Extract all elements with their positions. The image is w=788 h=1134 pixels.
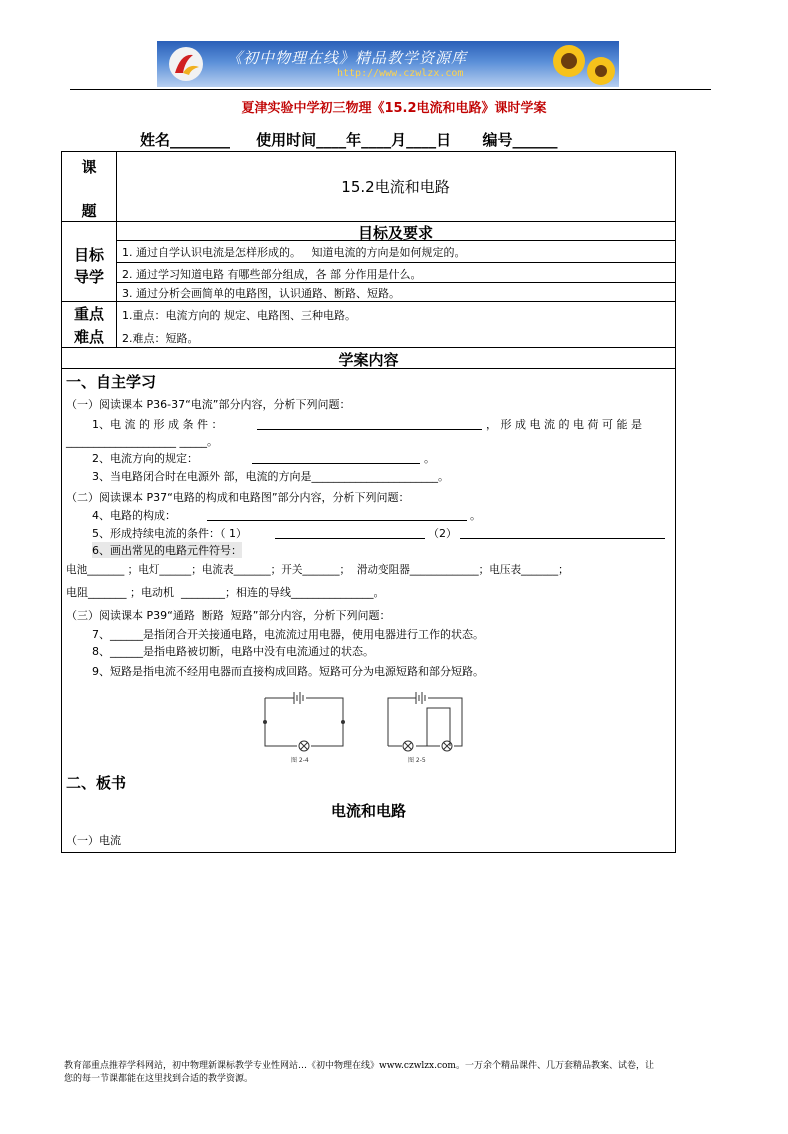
question-9: 9、短路是指电流不经用电器而直接构成回路。短路可分为电源短路和部分短路。: [92, 665, 484, 678]
symbols-row-2: 电阻_______ ；电动机 ________；相连的导线_______________。: [66, 586, 385, 599]
circuit-diagram-short: [380, 682, 470, 764]
row-divider: [116, 282, 675, 283]
document-title: 夏津实验中学初三物理《15.2电流和电路》课时学案: [241, 101, 547, 116]
key-label-1: 重点: [73, 305, 104, 323]
question-5-b: （2）: [428, 527, 457, 540]
goal-item: 2. 通过学习知道电路 有哪些部分组成，各 部 分作用是什么。: [122, 268, 422, 281]
period-mark: 。: [424, 452, 435, 465]
blackboard-title: 电流和电路: [330, 802, 406, 820]
question-1-b: ， 形 成 电 流 的 电 荷 可 能 是: [486, 418, 642, 431]
row-divider: [62, 347, 675, 348]
goals-label-1: 目标: [73, 246, 104, 264]
page-footer: [64, 1060, 724, 1086]
topic-label-2: 题: [81, 202, 97, 220]
sunflower-icon: [539, 41, 619, 87]
part1-intro: （一）阅读课本 P36-37“电流”部分内容，分析下列问题：: [66, 398, 351, 411]
answer-blank[interactable]: [275, 538, 425, 539]
row-divider: [116, 262, 675, 263]
answer-blank[interactable]: [257, 429, 482, 430]
symbols-row-1: 电池_______ ；电灯______；电流表_______；开关_______； 滑动变阻器_____________；电压表_______；: [66, 564, 569, 576]
lesson-topic: 15.2电流和电路: [341, 178, 450, 196]
banner-url[interactable]: http://www.czwlzx.com: [337, 68, 464, 79]
banner-title: 《初中物理在线》精品教学资源库: [227, 49, 468, 67]
lesson-table: [61, 151, 676, 853]
question-3: 3、当电路闭合时在电源外 部，电流的方向是_______________________。: [92, 470, 449, 483]
goal-item: 1. 通过自学认识电流是怎样形成的。 知道电流的方向是如何规定的。: [122, 246, 466, 259]
period-mark: 。: [470, 509, 481, 522]
answer-blank[interactable]: [207, 520, 467, 521]
question-6: 6、画出常见的电路元件符号：: [92, 544, 242, 557]
question-1-a: 1、电 流 的 形 成 条 件 ：: [92, 418, 223, 431]
header-banner: [157, 41, 619, 87]
content-heading: 学案内容: [338, 351, 399, 369]
key-point-item: 2.难点：短路。: [122, 332, 199, 345]
figure-caption: 图 2-4: [291, 757, 309, 764]
question-2: 2、电流方向的规定：: [92, 452, 198, 465]
question-7: 7、______是指闭合开关接通电路，电流流过用电器，使用电器进行工作的状态。: [92, 628, 484, 641]
goal-item: 3. 通过分析会画简单的电路图，认识通路、断路、短路。: [122, 287, 400, 300]
figure-caption: 图 2-5: [408, 757, 426, 764]
row-divider: [62, 301, 675, 302]
part3-intro: （三）阅读课本 P39“通路 断路 短路”部分内容，分析下列问题：: [66, 609, 391, 622]
goals-heading: 目标及要求: [357, 224, 433, 242]
blackboard-subsection: （一）电流: [66, 834, 121, 847]
question-5: 5、形成持续电流的条件：（ 1）: [92, 527, 247, 540]
footer-line-1: 教育部重点推荐学科网站，初中物理新课标教学专业性网站…《初中物理在线》www.czwlzx.com。一万余个精品课件、几万套精品教案、试卷，让: [64, 1061, 654, 1071]
topic-label-1: 课: [81, 158, 97, 176]
key-point-item: 1.重点：电流方向的 规定、电路图、三种电路。: [122, 309, 356, 322]
header-divider: [70, 89, 711, 90]
question-8: 8、______是指电路被切断，电路中没有电流通过的状态。: [92, 645, 374, 658]
part2-intro: （二）阅读课本 P37“电路的构成和电路图”部分内容，分析下列问题：: [66, 491, 410, 504]
footer-line-2: 您的每一节课都能在这里找到合适的教学资源。: [64, 1074, 254, 1084]
answer-blank[interactable]: [460, 538, 665, 539]
student-info-line[interactable]: 姓名________ 使用时间____年____月____日 编号______: [140, 131, 558, 149]
section-blackboard: 二、板书: [66, 774, 127, 792]
circuit-diagram-open: [257, 682, 347, 764]
question-1-c: ____________________ _____。: [66, 435, 218, 448]
question-4: 4、电路的构成：: [92, 509, 176, 522]
key-label-2: 难点: [73, 328, 104, 346]
answer-blank[interactable]: [252, 463, 420, 464]
goals-label-2: 导学: [73, 268, 104, 286]
site-logo-icon: [167, 45, 205, 83]
section-self-study: 一、自主学习: [66, 373, 157, 391]
